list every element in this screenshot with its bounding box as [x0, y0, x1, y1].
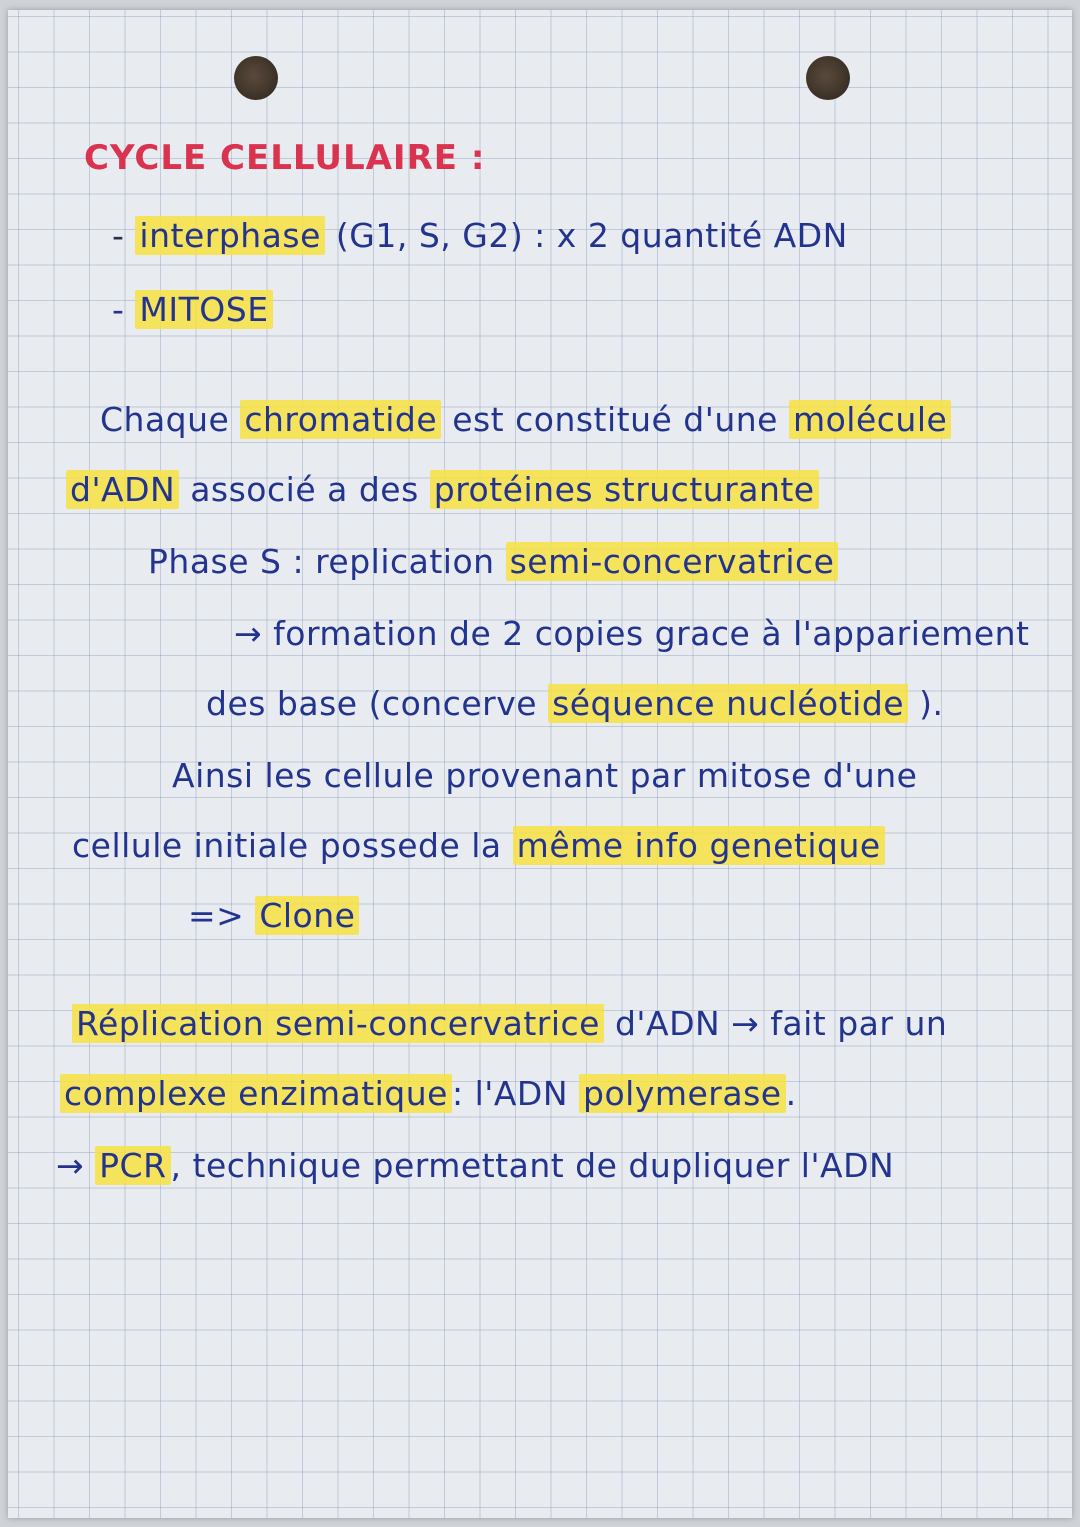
paragraph-line	[100, 400, 951, 439]
list-text: (G1, S, G2) : x 2 quantité ADN	[335, 216, 848, 255]
binder-hole	[234, 56, 278, 100]
text-span: .	[785, 1074, 797, 1113]
highlight-text: complexe enzimatique	[60, 1074, 452, 1113]
text-span: Phase S : replication	[148, 542, 495, 581]
highlight-text: PCR	[95, 1146, 170, 1185]
text-span: Ainsi les cellule provenant par mitose d'une	[172, 756, 918, 795]
text-span: cellule initiale possede la	[72, 826, 502, 865]
text-span: d'ADN → fait par un	[614, 1004, 948, 1043]
binder-hole	[806, 56, 850, 100]
paragraph-line	[148, 542, 838, 581]
paragraph-line	[234, 614, 1029, 653]
notebook-page	[8, 10, 1072, 1518]
highlight-text: Clone	[255, 896, 359, 935]
highlight-text: polymerase	[579, 1074, 786, 1113]
highlight-text: MITOSE	[135, 290, 272, 329]
highlight-text: interphase	[135, 216, 324, 255]
paragraph-line	[66, 470, 819, 509]
paragraph-line	[72, 826, 885, 865]
paragraph-line	[60, 1074, 797, 1113]
highlight-text: chromatide	[240, 400, 441, 439]
text-span: des base (concerve	[206, 684, 538, 723]
text-span: → formation de 2 copies grace à l'appariement	[234, 614, 1030, 653]
text-span: est constitué d'une	[452, 400, 778, 439]
highlight-text: même info genetique	[513, 826, 885, 865]
arrow-icon: =>	[188, 896, 245, 935]
highlight-text: semi-concervatrice	[506, 542, 839, 581]
paragraph-line	[188, 896, 359, 935]
paragraph-line	[56, 1146, 894, 1185]
text-span: ).	[919, 684, 944, 723]
text-span: associé a des	[190, 470, 419, 509]
list-item-mitose	[112, 290, 273, 329]
highlight-text: molécule	[789, 400, 951, 439]
paragraph-line	[172, 756, 917, 795]
paragraph-line	[72, 1004, 947, 1043]
highlight-text: séquence nucléotide	[548, 684, 908, 723]
arrow-icon: →	[56, 1146, 85, 1185]
text-span: , technique permettant de dupliquer l'ADN	[170, 1146, 895, 1185]
bullet-dash: -	[112, 290, 125, 329]
paragraph-line	[206, 684, 943, 723]
highlight-text: Réplication semi-concervatrice	[72, 1004, 604, 1043]
list-item-interphase	[112, 216, 848, 255]
bullet-dash: -	[112, 216, 125, 255]
highlight-text: d'ADN	[66, 470, 179, 509]
text-span: Chaque	[100, 400, 230, 439]
page-title: CYCLE CELLULAIRE :	[84, 138, 486, 178]
highlight-text: protéines structurante	[430, 470, 819, 509]
text-span: : l'ADN	[451, 1074, 569, 1113]
